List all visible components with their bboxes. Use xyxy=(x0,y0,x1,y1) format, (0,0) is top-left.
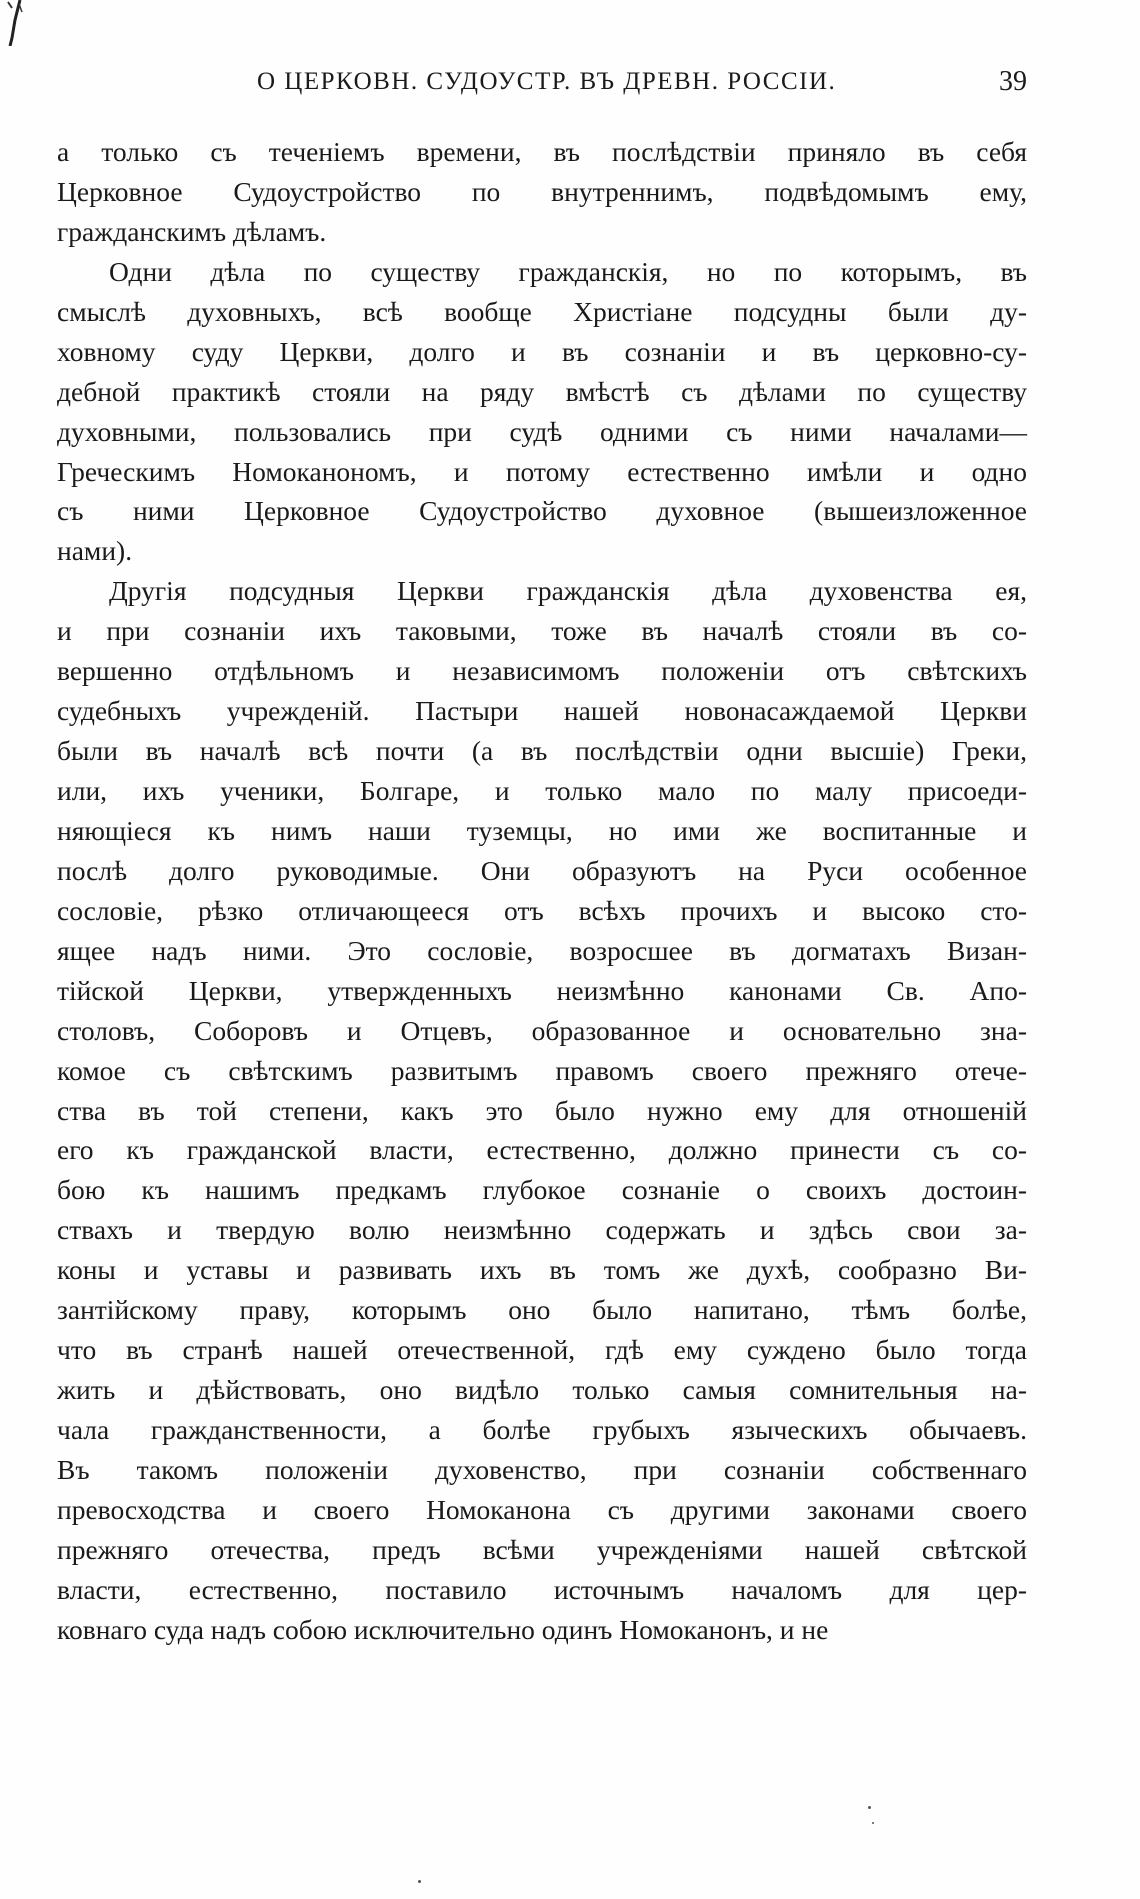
text-line: духовными, пользовались при судѣ одними съ ними началами— xyxy=(57,415,1027,447)
text-line: а только съ теченіемъ времени, въ послѣдствіи приняло въ себя xyxy=(57,136,1027,167)
text-line: ящее надъ ними. Это сословіе, возросшее въ догматахъ Визан- xyxy=(57,934,1027,966)
text-line: судебныхъ учрежденій. Пастыри нашей новонасаждаемой Церкви xyxy=(57,695,1027,727)
text-line: смыслѣ духовныхъ, всѣ вообще Христiане подсудны были ду- xyxy=(57,295,1027,327)
text-line: его къ гражданской власти, естественно, должно принести съ со- xyxy=(57,1134,1027,1166)
text-line: вершенно отдѣльномъ и независимомъ положеніи отъ свѣтскихъ xyxy=(57,655,1027,687)
text-line: ховному суду Церкви, долго и въ сознаніи и въ церковно-су- xyxy=(57,335,1027,367)
running-title: О ЦЕРКОВН. СУДОУСТР. ВЪ ДРЕВН. РОССІИ. xyxy=(257,68,837,95)
text-line: Въ такомъ положеніи духовенство, при сознаніи собственнаго xyxy=(57,1453,1027,1485)
text-line: чала гражданственности, а болѣе грубыхъ языческихъ обычаевъ. xyxy=(57,1414,1027,1445)
text-line: Другія подсудныя Церкви гражданскія дѣла духовенства ея, xyxy=(109,575,1027,607)
text-line: ковнаго суда надъ собою исключительно одинъ Номоканонъ, и не xyxy=(57,1613,829,1645)
text-line: власти, естественно, поставило источнымъ началомъ для цер- xyxy=(57,1573,1027,1605)
text-line: прежняго отечества, предъ всѣми учрежденіями нашей свѣтской xyxy=(57,1533,1027,1565)
text-line: что въ странѣ нашей отечественной, гдѣ ему суждено было тогда xyxy=(57,1334,1027,1366)
text-line: и при сознаніи ихъ таковыми, тоже въ началѣ стояли въ со- xyxy=(57,615,1027,647)
scan-corner-mark-icon xyxy=(6,0,24,46)
text-line: ствахъ и твердую волю неизмѣнно содержать и здѣсь свои за- xyxy=(57,1214,1027,1246)
text-line: дебной практикѣ стояли на ряду вмѣстѣ съ дѣлами по существу xyxy=(57,375,1027,407)
scan-speck xyxy=(868,1806,871,1809)
running-head xyxy=(57,62,1027,102)
text-line: гражданскимъ дѣламъ. xyxy=(57,215,327,247)
scan-speck xyxy=(418,1880,421,1883)
text-line: ства въ той степени, какъ это было нужно ему для отношеній xyxy=(57,1094,1027,1126)
text-line: Церковное Судоустройство по внутреннимъ, подвѣдомымъ ему, xyxy=(57,175,1027,207)
text-line: зантійскому праву, которымъ оно было напитано, тѣмъ болѣе, xyxy=(57,1294,1027,1326)
text-line: нами). xyxy=(57,535,133,567)
scan-speck xyxy=(872,1822,874,1824)
text-line: бою къ нашимъ предкамъ глубокое сознаніе о своихъ достоин- xyxy=(57,1174,1027,1206)
body-text xyxy=(57,132,1027,1650)
text-line: столовъ, Соборовъ и Отцевъ, образованное и основательно зна- xyxy=(57,1014,1027,1046)
text-line: жить и дѣйствовать, оно видѣло только самыя сомнительныя на- xyxy=(57,1374,1027,1406)
text-line: превосходства и своего Номоканона съ другими законами своего xyxy=(57,1493,1027,1525)
text-line: или, ихъ ученики, Болгаре, и только мало по малу присоеди- xyxy=(57,775,1027,806)
text-line: съ ними Церковное Судоустройство духовное (вышеизложенное xyxy=(57,495,1027,527)
text-line: Греческимъ Номоканономъ, и потому естественно имѣли и одно xyxy=(57,455,1027,487)
page-number: 39 xyxy=(999,66,1027,97)
text-line: тійской Церкви, утвержденныхъ неизмѣнно канонами Св. Апо- xyxy=(57,974,1027,1006)
text-line: комое съ свѣтскимъ развитымъ правомъ своего прежняго отече- xyxy=(57,1054,1027,1086)
text-line: послѣ долго руководимые. Они образуютъ на Руси особенное xyxy=(57,854,1027,886)
text-line: сословіе, рѣзко отличающееся отъ всѣхъ прочихъ и высоко сто- xyxy=(57,894,1027,926)
text-line: коны и уставы и развивать ихъ въ томъ же духѣ, сообразно Ви- xyxy=(57,1254,1027,1286)
text-line: были въ началѣ всѣ почти (а въ послѣдствіи одни высшіе) Греки, xyxy=(57,735,1027,767)
text-line: Одни дѣла по существу гражданскія, но по которымъ, въ xyxy=(109,255,1027,287)
text-line: няющіеся къ нимъ наши туземцы, но ими же воспитанные и xyxy=(57,814,1027,846)
